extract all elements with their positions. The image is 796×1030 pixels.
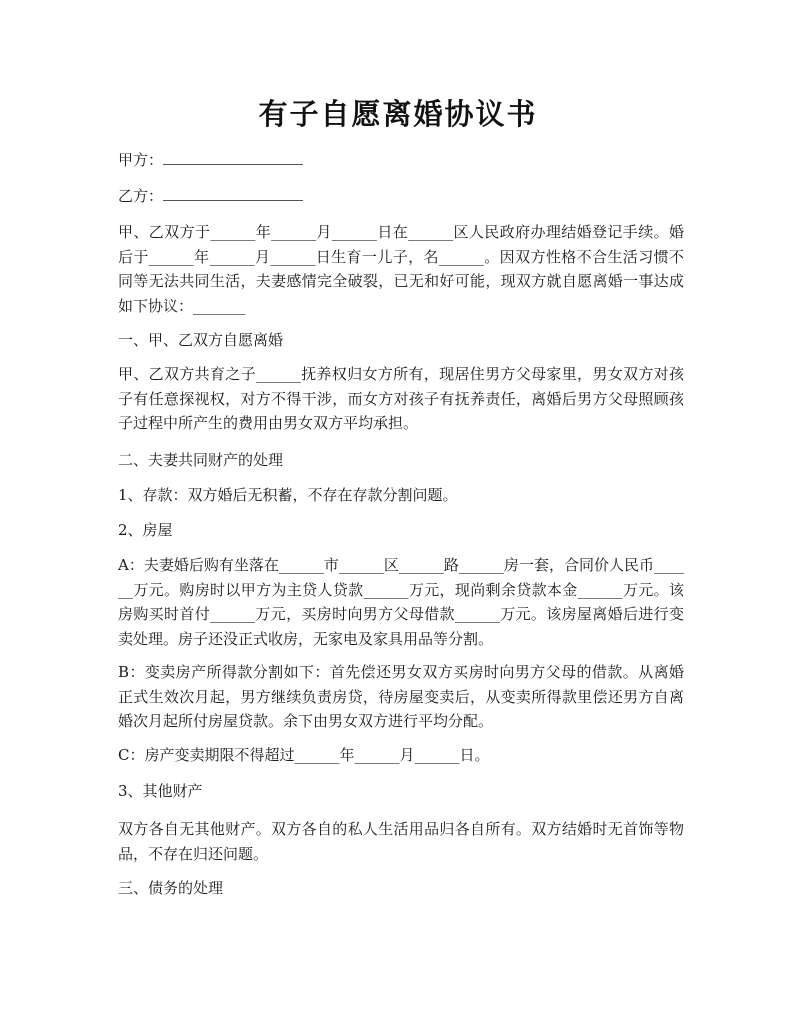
section3-heading: 三、债务的处理 [118, 879, 224, 897]
party-b-blank [163, 186, 303, 201]
item2-heading: 2、房屋 [118, 521, 173, 539]
clause-b: B：变卖房产所得款分割如下：首先偿还男女双方买房时向男方父母的借款。从离婚正式生效次月起，男方继续负责房贷，待房屋变卖后，从变卖所得款里偿还男方自离婚次月起所付房屋贷款。余下由男女双方进行平均分配。 [118, 663, 684, 730]
clause-a: A：夫妻婚后购有坐落在______市______区______路______房一套，合同价人民币______万元。购房时以甲方为主贷人贷款______万元，现尚剩余贷款本金______万元。该房购买时首付______万元，买房时向男方父母借款______万元。该房屋离婚后进行变卖处理。房子还没正式收房，无家电及家具用品等分割。 [118, 556, 684, 648]
party-a-label: 甲方： [118, 151, 164, 169]
clause-c: C：房产变卖期限不得超过______年______月______日。 [118, 746, 490, 764]
party-b-line [118, 186, 303, 206]
intro-paragraph: 甲、乙双方于______年______月______日在______区人民政府办理结婚登记手续。婚后于______年______月______日生育一儿子，名______。因双方性格不合生活习惯不同等无法共同生活，夫妻感情完全破裂，已无和好可能，现双方就自愿离婚一事达成如下协议：_______ [118, 223, 684, 315]
party-a-blank [163, 150, 303, 165]
item1-deposits: 1、存款：双方婚后无积蓄，不存在存款分割问题。 [118, 486, 458, 504]
party-b-label: 乙方： [118, 187, 164, 205]
party-a-line [118, 150, 303, 170]
section1-body: 甲、乙双方共育之子______抚养权归女方所有，现居住男方父母家里，男女双方对孩子有任意探视权，对方不得干涉，而女方对孩子有抚养责任，离婚后男方父母照顾孩子过程中所产生的费用由男女双方平均承担。 [118, 365, 684, 432]
document-title: 有子自愿离婚协议书 [258, 97, 538, 131]
section1-heading: 一、甲、乙双方自愿离婚 [118, 331, 284, 349]
item3-heading: 3、其他财产 [118, 782, 203, 800]
section2-heading: 二、夫妻共同财产的处理 [118, 451, 284, 469]
item3-body: 双方各自无其他财产。双方各自的私人生活用品归各自所有。双方结婚时无首饰等物品，不存在归还问题。 [118, 820, 684, 863]
